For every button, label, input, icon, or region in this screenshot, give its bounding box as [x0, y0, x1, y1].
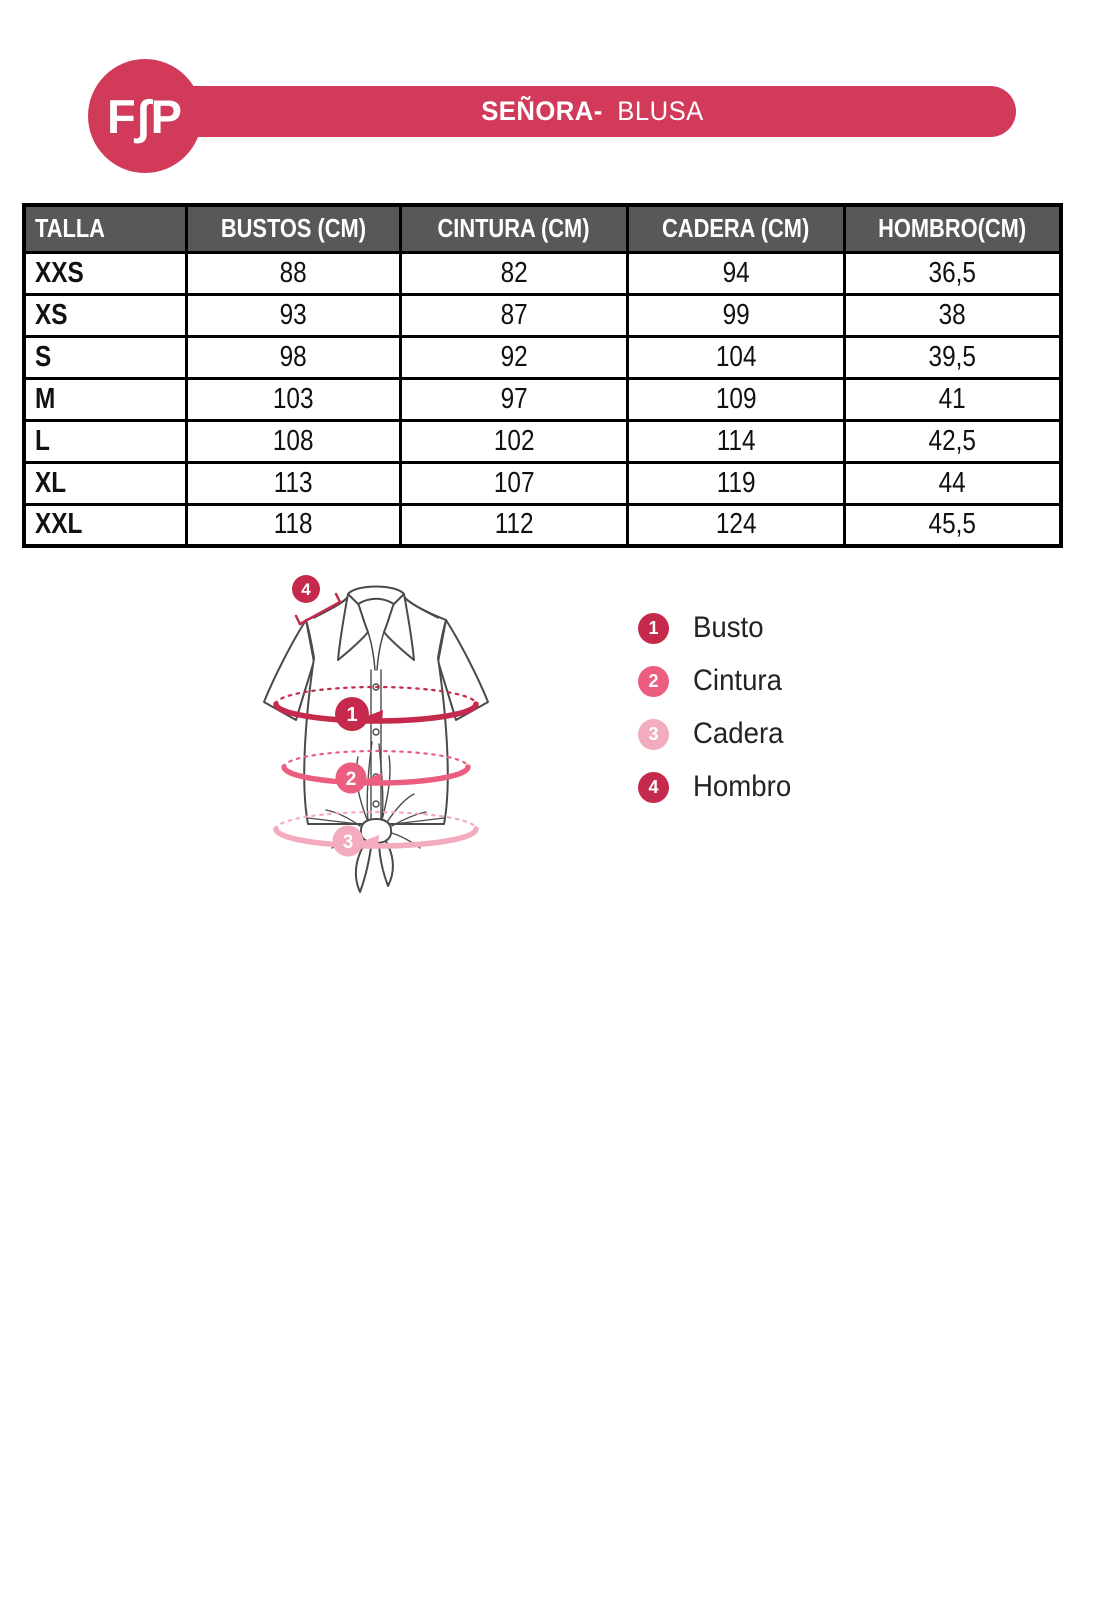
- table-row: [24, 504, 1061, 546]
- measurement-legend: [638, 612, 800, 824]
- col-header-hombro: HOMBRO(CM): [844, 205, 1061, 252]
- banner-category-label: SEÑORA-: [481, 96, 603, 126]
- value-cell: 93: [187, 294, 401, 336]
- size-chart-table: [22, 203, 1063, 548]
- svg-text:2: 2: [345, 769, 357, 790]
- banner-garment-label: BLUSA: [617, 96, 704, 126]
- value-cell: 124: [628, 504, 845, 546]
- legend-badge-4: 4: [638, 772, 669, 803]
- value-cell: 42,5: [844, 420, 1061, 462]
- value-cell: 104: [628, 336, 845, 378]
- legend-item-cadera: [638, 718, 800, 750]
- value-cell: 38: [844, 294, 1061, 336]
- value-cell: 99: [628, 294, 845, 336]
- value-cell: 82: [400, 252, 627, 294]
- col-header-bustos: BUSTOS (CM): [187, 205, 401, 252]
- table-row: [24, 294, 1061, 336]
- legend-label-cintura: Cintura: [693, 664, 782, 697]
- value-cell: 45,5: [844, 504, 1061, 546]
- value-cell: 41: [844, 378, 1061, 420]
- value-cell: 39,5: [844, 336, 1061, 378]
- table-row: [24, 420, 1061, 462]
- value-cell: 98: [187, 336, 401, 378]
- value-cell: 87: [400, 294, 627, 336]
- value-cell: 113: [187, 462, 401, 504]
- svg-text:4: 4: [301, 580, 311, 599]
- size-cell: XXL: [24, 504, 187, 546]
- brand-logo-text: F∫P: [107, 89, 183, 143]
- value-cell: 107: [400, 462, 627, 504]
- table-row: [24, 252, 1061, 294]
- size-cell: L: [24, 420, 187, 462]
- size-cell: M: [24, 378, 187, 420]
- legend-item-busto: [638, 612, 800, 644]
- svg-text:1: 1: [346, 704, 358, 726]
- value-cell: 118: [187, 504, 401, 546]
- table-row: [24, 378, 1061, 420]
- col-header-talla: TALLA: [24, 205, 187, 252]
- value-cell: 102: [400, 420, 627, 462]
- size-cell: XXS: [24, 252, 187, 294]
- measure-badge-4: [292, 575, 320, 603]
- size-cell: XL: [24, 462, 187, 504]
- value-cell: 119: [628, 462, 845, 504]
- value-cell: 112: [400, 504, 627, 546]
- size-cell: XS: [24, 294, 187, 336]
- title-banner: [168, 86, 1016, 137]
- value-cell: 109: [628, 378, 845, 420]
- legend-label-busto: Busto: [693, 611, 764, 644]
- col-header-cadera: CADERA (CM): [628, 205, 845, 252]
- legend-item-cintura: [638, 665, 800, 697]
- legend-badge-2: 2: [638, 666, 669, 697]
- size-cell: S: [24, 336, 187, 378]
- brand-logo: [88, 59, 202, 173]
- col-header-cintura: CINTURA (CM): [400, 205, 627, 252]
- value-cell: 108: [187, 420, 401, 462]
- value-cell: 36,5: [844, 252, 1061, 294]
- svg-text:3: 3: [342, 832, 354, 853]
- value-cell: 44: [844, 462, 1061, 504]
- value-cell: 114: [628, 420, 845, 462]
- value-cell: 103: [187, 378, 401, 420]
- blouse-measurement-diagram: [248, 552, 504, 897]
- measure-badge-1: [335, 697, 369, 731]
- table-row: [24, 336, 1061, 378]
- legend-badge-1: 1: [638, 613, 669, 644]
- legend-badge-3: 3: [638, 719, 669, 750]
- value-cell: 94: [628, 252, 845, 294]
- table-row: [24, 462, 1061, 504]
- legend-item-hombro: [638, 771, 800, 803]
- measure-badge-3: [333, 826, 364, 857]
- legend-label-hombro: Hombro: [693, 770, 792, 803]
- table-header-row: [24, 205, 1061, 252]
- legend-label-cadera: Cadera: [693, 717, 784, 750]
- value-cell: 97: [400, 378, 627, 420]
- value-cell: 88: [187, 252, 401, 294]
- value-cell: 92: [400, 336, 627, 378]
- measure-badge-2: [336, 763, 367, 794]
